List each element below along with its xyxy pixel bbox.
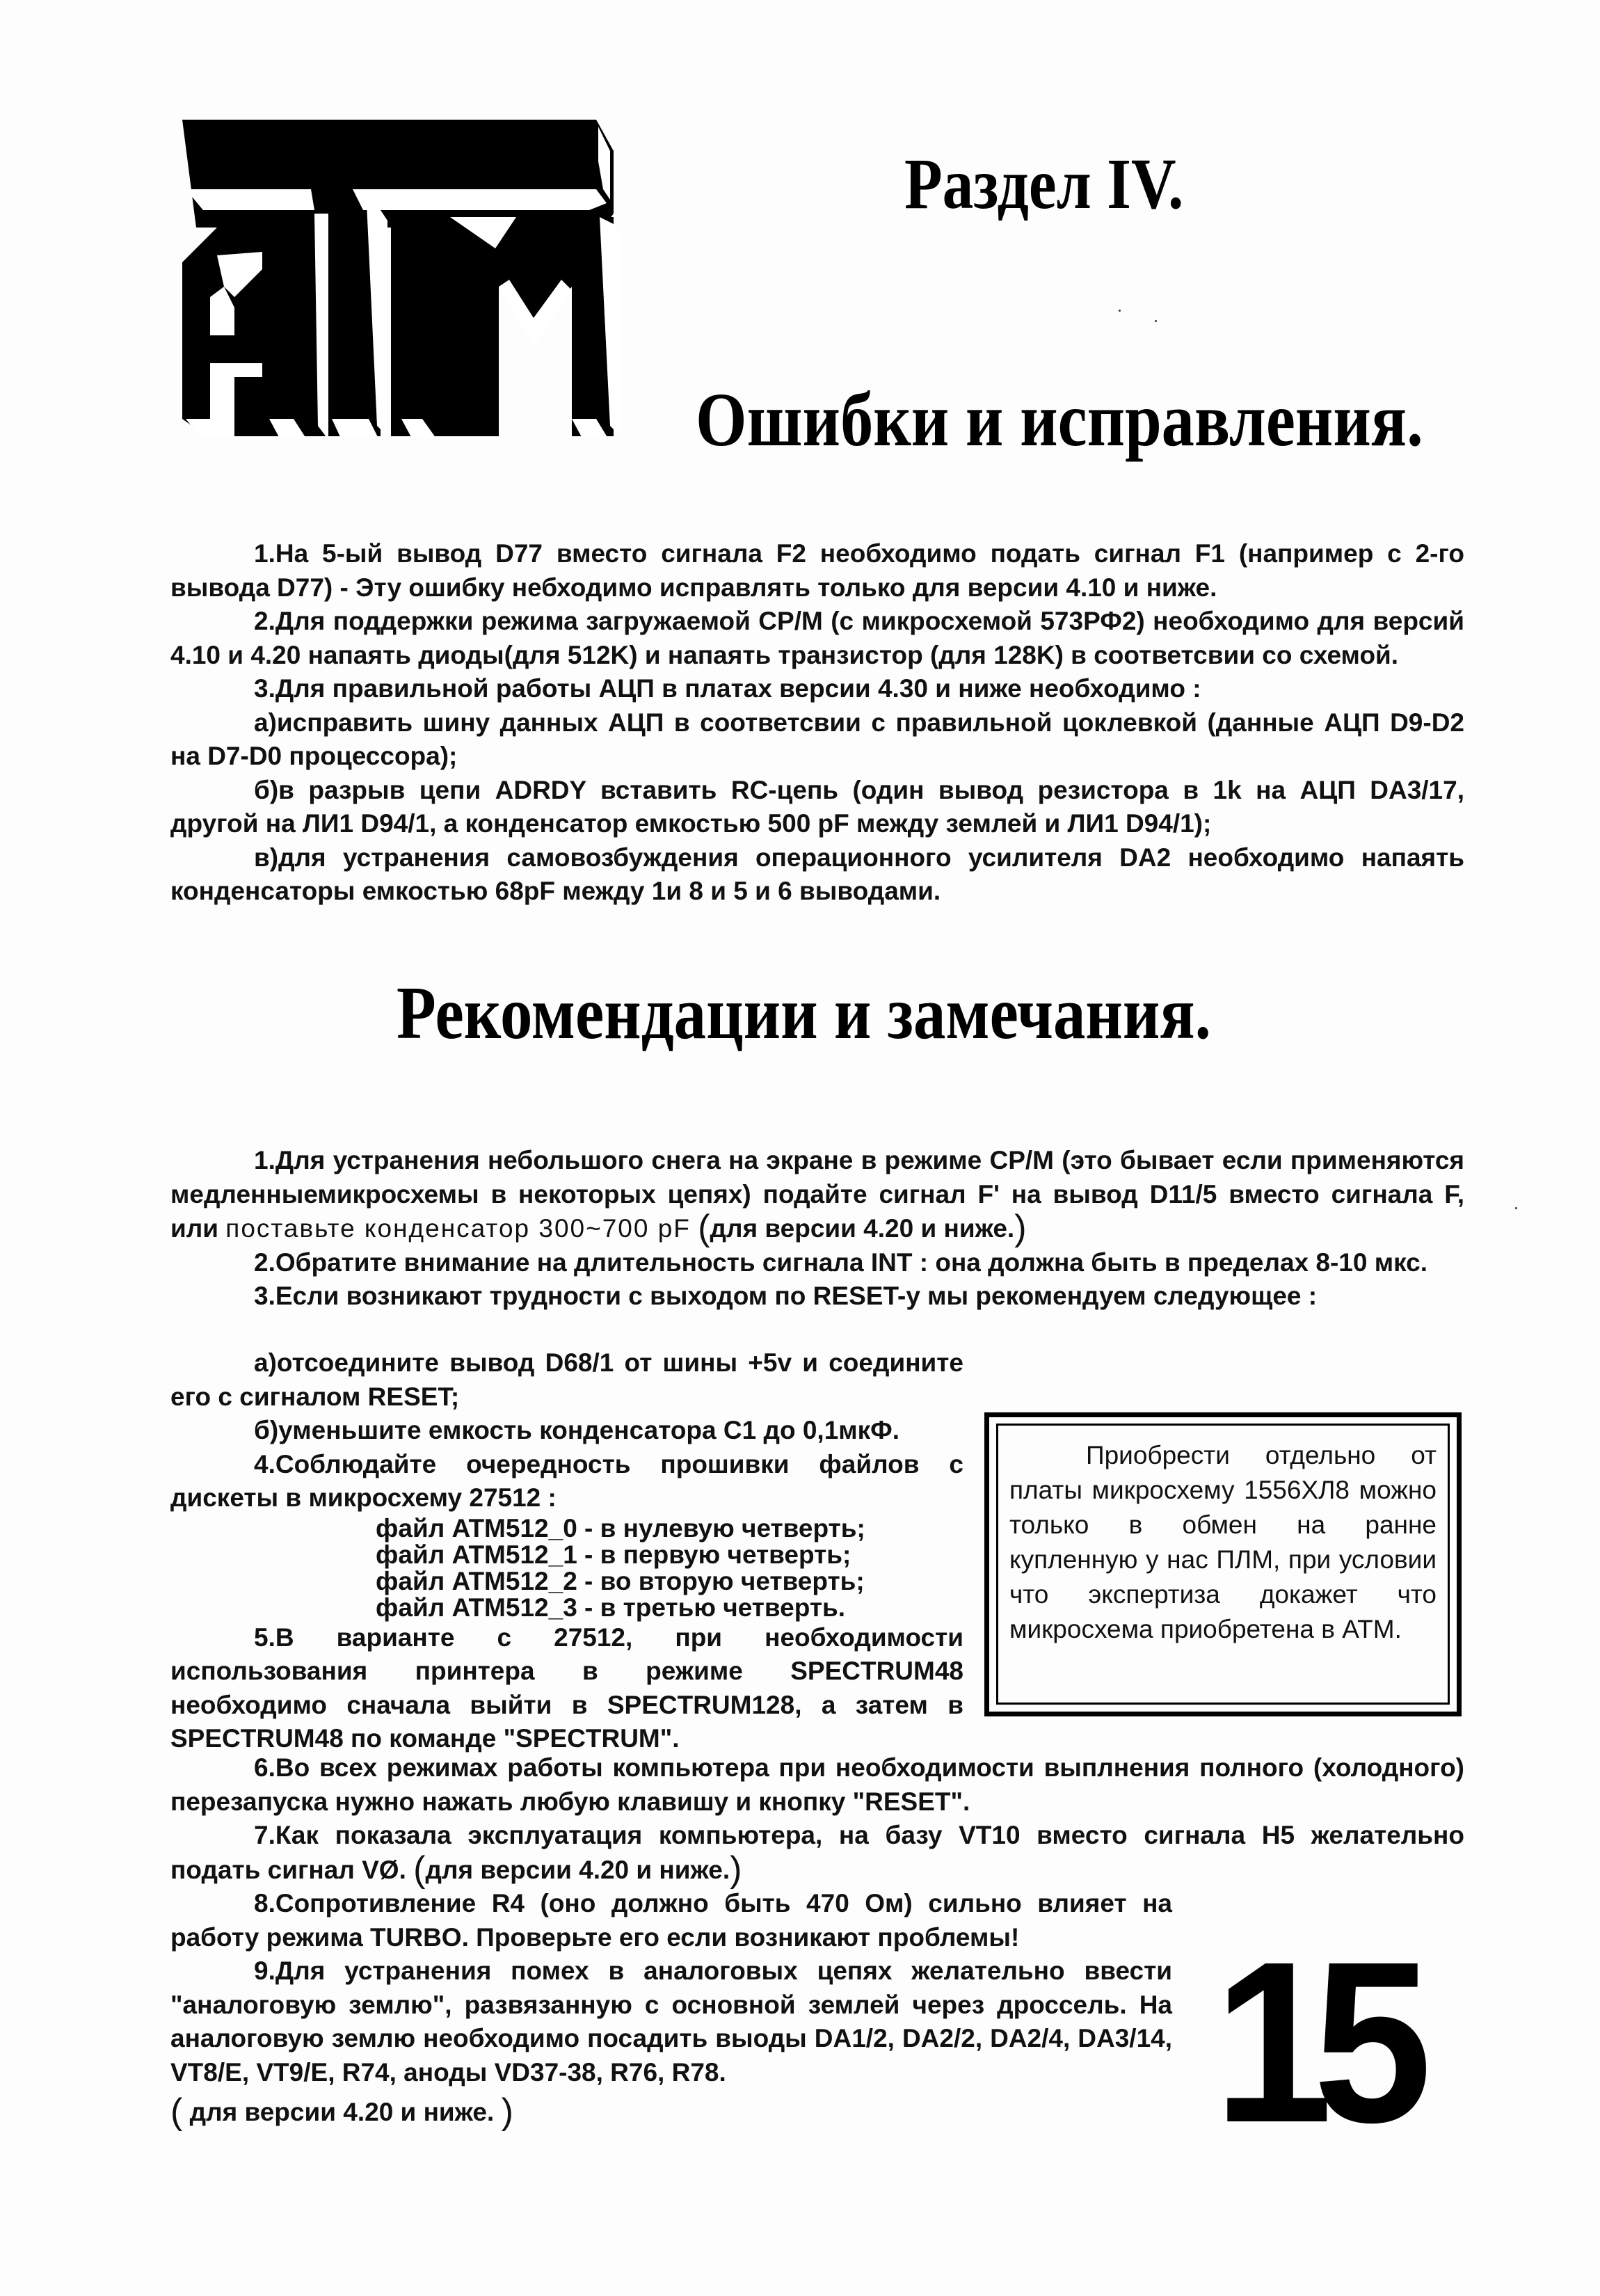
error-item-3c: в)для устранения самовозбуждения операционного усилителя DA2 необходимо напаять конденсаторы емкостью 68pF между 1и 8 и 5 и 6 выводами. [170,843,1464,905]
error-item-3: 3.Для правильной работы АЦП в платах версии 4.30 и ниже необходимо : [254,674,1201,703]
notice-box-inner-border [996,1424,1450,1705]
notice-text: Приобрести отдельно от платы микросхему 1556ХЛ8 можно только в обмен на ранне купленную у нас ПЛМ, при условии что экспертиза докажет что микросхема приобретена в ATM. [1009,1441,1437,1643]
recommendation-item-8: 8.Сопротивление R4 (оно должно быть 470 Ом) сильно влияет на работу режима TURBO. Проверьте его если возникают проблемы! [170,1889,1172,1952]
recommendation-item-3b: б)уменьшите емкость конденсатора C1 до 0,1мкФ. [254,1416,900,1444]
file-list-item: файл ATM512_3 - в третью четверть. [376,1593,846,1622]
recommendation-item-7 [170,1819,1464,1890]
scan-speck [1155,320,1157,322]
recommendation-item-7-text: 7.Как показала эксплуатация компьютера, на базу VT10 вместо сигнала H5 желательно подать сигнал VØ. [170,1821,1464,1884]
recommendation-item-2: 2.Обратите внимание на длительность сигнала INT : она должна быть в пределах 8-10 мкс. [254,1247,1428,1277]
file-list-item: файл ATM512_2 - во вторую четверть; [376,1566,865,1595]
notice-box [984,1412,1462,1716]
version-note: для версии 4.20 и ниже. [710,1214,1015,1243]
paren-close: ) [1014,1208,1027,1248]
scan-speck [1515,1207,1517,1209]
recommendation-item-1-text: 1.Для устранения небольшого снега на экране в режиме CP/M (это бывает если применяются медленныемикросхемы в некоторых цепях) подайте сигнал F' на вывод D11/5 вместо сигнала F, или [170,1146,1464,1243]
file-list-item: файл ATM512_0 - в нулевую четверть; [376,1513,865,1542]
recommendations-list-top [170,1144,1464,1314]
error-item-2: 2.Для поддержки режима загружаемой CP/M (с микросхемой 573РФ2) необходимо для версий 4.10 и 4.20 напаять диоды(для 512K) и напаять транзистор (для 128K) в соответсвии со схемой. [170,607,1464,669]
recommendation-item-9-version [170,2091,1172,2132]
recommendation-item-5: 5.В варианте с 27512, при необходимости использования принтера в режиме SPECTRUM48 необходимо сначала выйти в SPECTRUM128, а затем в SPECTRUM48 по команде "SPECTRUM". [170,1623,963,1753]
version-note: для версии 4.20 и ниже. [425,1855,730,1884]
recommendation-item-3: 3.Если возникают трудности с выходом по RESET-у мы рекомендуем следующее : [254,1282,1318,1310]
recommendation-item-3a: а)отсоедините вывод D68/1 от шины +5v и соедините его с сигналом RESET; [170,1348,963,1411]
paren-close: ) [730,1849,742,1890]
version-note: для версии 4.20 и ниже. [189,2098,495,2126]
recommendations-list-left-column [170,1346,963,1756]
recommendation-item-6: 6.Во всех режимах работы компьютера при необходимости выплнения полного (холодного) перезапуска нужно нажать любую клавишу и кнопку "RESET". [170,1753,1464,1816]
file-list-item: файл ATM512_1 - в первую четверть; [376,1540,851,1569]
error-item-3b: б)в разрыв цепи ADRDY вставить RC-цепь (один вывод резистора в 1k на АЦП DA3/17, другой на ЛИ1 D94/1, а конденсатор емкостью 500 pF между землей и ЛИ1 D94/1); [170,775,1464,838]
error-item-3a: а)исправить шину данных АЦП в соответсвии с правильной цоклевкой (данные АЦП D9-D2 на D7-D0 процессора); [170,708,1464,770]
recommendations-heading: Рекомендации и замечания. [397,972,1211,1055]
paren-close: ) [501,2091,513,2132]
scan-speck [1119,310,1121,312]
page-number: 15 [1214,1913,1413,2170]
recommendation-item-4: 4.Соблюдайте очередность прошивки файлов с дискеты в микросхему 27512 : [170,1449,963,1512]
errors-list [170,537,1464,909]
atm-logo-icon [182,120,627,447]
recommendations-list-bottom [170,1887,1172,2130]
paren-open: ( [413,1849,426,1890]
error-item-1: 1.На 5-ый вывод D77 вместо сигнала F2 необходимо подать сигнал F1 (например с 2-го вывода D77) - Эту ошибку небходимо исправлять только для версии 4.10 и ниже. [170,539,1464,602]
recommendation-item-9: 9.Для устранения помех в аналоговых цепях желательно ввести "аналоговую землю", развязанную с основной землей через дроссель. На аналоговую землю необходимо посадить выоды DA1/2, DA2/2, DA2/4, DA3/14, VT8/E, VT9/E, R74, аноды VD37-38, R76, R78. [170,1956,1172,2087]
file-list [170,1515,963,1621]
handwritten-note: поставьте конденсатор 300~700 pF [225,1214,691,1243]
paren-open: ( [170,2091,183,2132]
recommendation-item-1 [170,1144,1464,1246]
paren-open: ( [698,1208,710,1248]
errors-heading: Ошибки и исправления. [696,377,1423,462]
section-title: Раздел IV. [904,144,1184,224]
recommendations-list-middle [170,1751,1464,1890]
